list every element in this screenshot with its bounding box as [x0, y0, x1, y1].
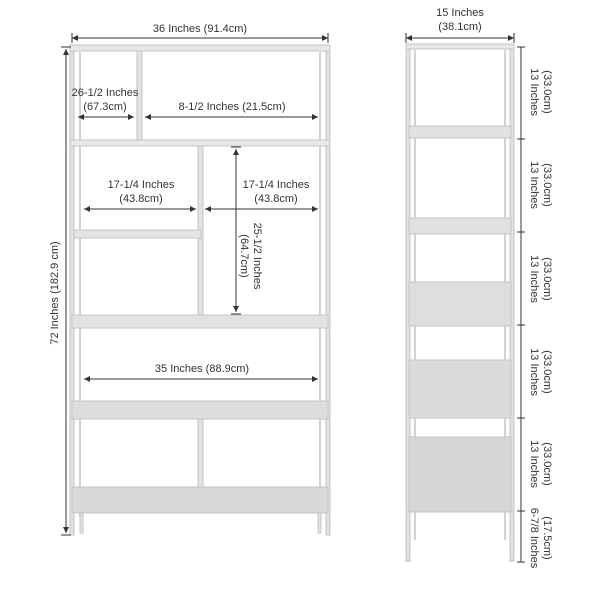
- shelf-spacing-2-label-1: 13 Inches: [528, 161, 540, 209]
- top-right-compartment-dimension: [145, 101, 318, 117]
- leg-height-dimension: [528, 508, 553, 569]
- side-leg-right: [510, 512, 514, 560]
- shelf-spacing-4-label-1: 13 Inches: [528, 348, 540, 396]
- front-top-frame: [70, 45, 330, 51]
- shelf-spacing-2-label-2: (33.0cm): [541, 163, 553, 207]
- top-left-compartment-label-2: (67.3cm): [83, 101, 127, 113]
- overall-height-dimension: [49, 47, 71, 535]
- shelf-spacing-3: [528, 255, 553, 303]
- side-shelf-2: [409, 218, 511, 234]
- top-left-compartment-label-1: 26-1/2 Inches: [71, 87, 139, 99]
- side-shelf-5: [409, 437, 511, 512]
- side-depth-dimension: [406, 7, 514, 43]
- front-shelf-4: [72, 401, 328, 419]
- leg-height-label-1: 6-7/8 Inches: [528, 507, 540, 569]
- side-depth-label-2: (38.1cm): [438, 21, 482, 33]
- front-left-post: [70, 47, 74, 535]
- side-top-frame: [406, 44, 514, 49]
- shelf-spacing-5-label-1: 13 Inches: [528, 440, 540, 488]
- middle-right-height-label-2: (64.7cm): [238, 234, 250, 278]
- shelf-spacing-1: [528, 68, 553, 116]
- shelf-spacing-dimension-line: [517, 47, 525, 562]
- shelf-spacing-2: [528, 161, 553, 209]
- shelf-spacing-3-label-1: 13 Inches: [528, 255, 540, 303]
- side-depth-label-1: 15 Inches: [436, 7, 484, 19]
- front-shelf-3: [72, 315, 328, 328]
- side-shelf-3: [409, 282, 511, 326]
- top-left-compartment-dimension: [72, 87, 139, 117]
- overall-width-label: 36 Inches (91.4cm): [152, 23, 248, 35]
- middle-right-height-label-1: 25-1/2 Inches: [251, 222, 263, 290]
- middle-left-width-label-2: (43.8cm): [119, 193, 163, 205]
- lower-divider-post: [198, 419, 203, 489]
- middle-right-height-dimension: [231, 147, 263, 314]
- leg-height-label-2: (17.5cm): [541, 516, 553, 560]
- shelf-spacing-1-label-2: (33.0cm): [541, 70, 553, 114]
- middle-left-width-label-1: 17-1/4 Inches: [107, 179, 175, 191]
- shelf-spacing-1-label-1: 13 Inches: [528, 68, 540, 116]
- shelf-spacing-4: [528, 348, 553, 396]
- side-shelf-1: [409, 126, 511, 138]
- front-small-shelf: [74, 230, 201, 238]
- shelf-spacing-3-label-2: (33.0cm): [541, 257, 553, 301]
- overall-width-dimension: [72, 23, 328, 43]
- front-bottom-shelf: [72, 487, 328, 513]
- top-right-compartment-label: 8-1/2 Inches (21.5cm): [178, 101, 286, 113]
- front-leg-left: [80, 513, 83, 533]
- side-view-shelf: [406, 44, 514, 561]
- middle-right-width-label-2: (43.8cm): [254, 193, 298, 205]
- front-shelf-1: [70, 140, 330, 146]
- middle-right-width-label-1: 17-1/4 Inches: [242, 179, 310, 191]
- side-leg-left: [406, 512, 410, 560]
- middle-right-width-dimension: [205, 179, 318, 209]
- lower-shelf-width-label: 35 Inches (88.9cm): [154, 363, 250, 375]
- shelf-spacing-5: [528, 440, 553, 488]
- middle-left-width-dimension: [84, 179, 196, 209]
- front-leg-right: [318, 513, 321, 533]
- shelf-spacing-4-label-2: (33.0cm): [541, 350, 553, 394]
- front-right-post: [326, 47, 330, 535]
- lower-shelf-width-dimension: [84, 363, 318, 379]
- front-view-shelf: [70, 45, 330, 535]
- side-shelf-4: [409, 360, 511, 418]
- shelf-spacing-5-label-2: (33.0cm): [541, 442, 553, 486]
- overall-height-label: 72 Inches (182.9 cm): [49, 241, 61, 345]
